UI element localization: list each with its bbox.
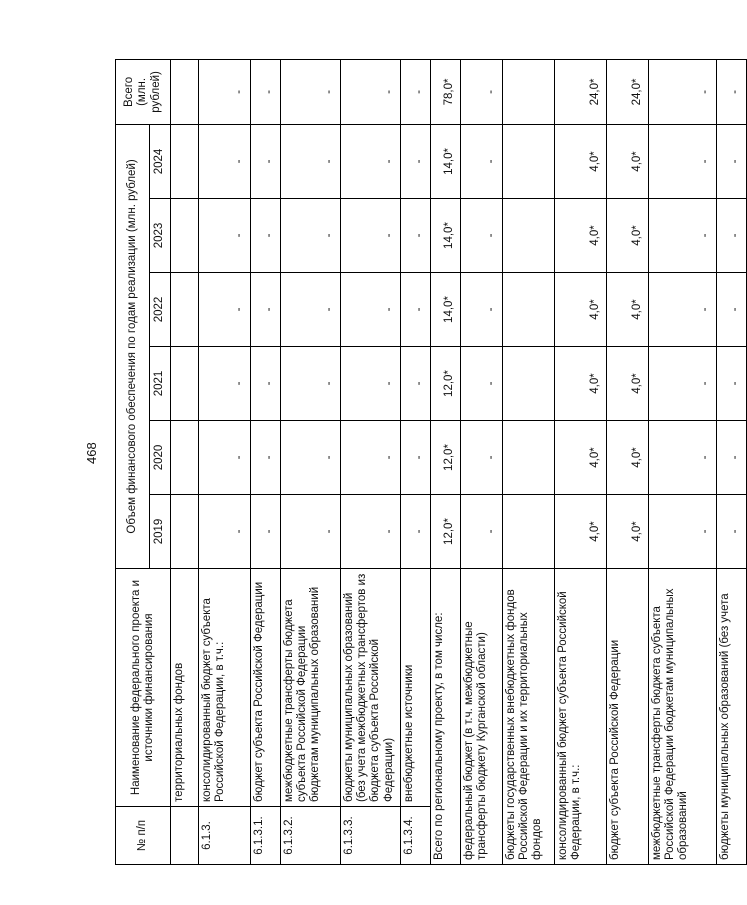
value-cell: -	[401, 495, 431, 569]
value-cell: -	[251, 124, 281, 198]
rotated-table	[115, 60, 741, 865]
value-cell: -	[281, 124, 341, 198]
total-cell: 24,0*	[607, 59, 649, 124]
value-cell: -	[649, 495, 717, 569]
value-cell: -	[461, 124, 503, 198]
row-number	[171, 807, 199, 865]
total-cell	[171, 59, 199, 124]
table-row	[503, 59, 555, 864]
header-volume: Объем финансового обеспечения по годам реализации (млн. рублей)	[116, 124, 150, 568]
table-row	[431, 59, 461, 864]
table-row	[401, 59, 431, 864]
header-year: 2022	[150, 273, 171, 347]
value-cell: -	[199, 495, 251, 569]
value-cell: -	[717, 124, 747, 198]
value-cell: -	[461, 273, 503, 347]
value-cell: -	[341, 199, 401, 273]
value-cell: -	[199, 421, 251, 495]
row-name: консолидированный бюджет субъекта Российской Федерации, в т.ч.:	[199, 569, 251, 807]
value-cell	[171, 124, 199, 198]
value-cell: -	[649, 273, 717, 347]
value-cell	[503, 199, 555, 273]
value-cell	[503, 124, 555, 198]
value-cell: -	[199, 273, 251, 347]
table-row	[461, 59, 503, 864]
value-cell: -	[649, 124, 717, 198]
row-name: территориальных фондов	[171, 569, 199, 807]
value-cell: -	[401, 124, 431, 198]
value-cell: 4,0*	[607, 421, 649, 495]
value-cell: -	[281, 421, 341, 495]
total-cell	[503, 59, 555, 124]
row-name: консолидированный бюджет субъекта Российской Федерации, в т.ч.:	[555, 569, 607, 865]
value-cell: 4,0*	[607, 199, 649, 273]
value-cell: -	[199, 199, 251, 273]
value-cell: 14,0*	[431, 199, 461, 273]
row-name: межбюджетные трансферты бюджета субъекта Российской Федерации бюджетам муниципальных образований	[281, 569, 341, 807]
table-row	[171, 59, 199, 864]
value-cell	[503, 347, 555, 421]
row-name: бюджеты муниципальных образований (без учета межбюджетных трансфертов из бюджета субъекта Российской Федерации)	[341, 569, 401, 807]
value-cell: 4,0*	[607, 347, 649, 421]
header-number: № п/п	[116, 807, 171, 865]
header-year: 2020	[150, 421, 171, 495]
row-name: федеральный бюджет (в т.ч. межбюджетные трансферты бюджету Курганской области)	[461, 569, 503, 865]
value-cell: 4,0*	[555, 199, 607, 273]
row-name: внебюджетные источники	[401, 569, 431, 807]
rotated-table-container	[115, 60, 741, 865]
value-cell: 12,0*	[431, 495, 461, 569]
value-cell: -	[401, 199, 431, 273]
value-cell: 4,0*	[607, 124, 649, 198]
value-cell: 4,0*	[607, 273, 649, 347]
value-cell: 4,0*	[555, 273, 607, 347]
value-cell: -	[461, 495, 503, 569]
value-cell: 4,0*	[555, 347, 607, 421]
total-cell: -	[199, 59, 251, 124]
value-cell: 12,0*	[431, 347, 461, 421]
value-cell: -	[401, 347, 431, 421]
value-cell	[503, 421, 555, 495]
table-row	[717, 59, 747, 864]
header-year: 2021	[150, 347, 171, 421]
value-cell: -	[649, 347, 717, 421]
value-cell: -	[341, 124, 401, 198]
row-name: бюджеты государственных внебюджетных фондов Российской Федерации и их территориальных фондов	[503, 569, 555, 865]
table-row	[341, 59, 401, 864]
value-cell: -	[341, 273, 401, 347]
row-number: 6.1.3.4.	[401, 807, 431, 865]
value-cell: -	[251, 199, 281, 273]
value-cell: -	[251, 347, 281, 421]
value-cell: -	[281, 347, 341, 421]
value-cell: -	[717, 199, 747, 273]
value-cell: -	[461, 421, 503, 495]
table-row	[251, 59, 281, 864]
row-number: 6.1.3.	[199, 807, 251, 865]
header-year: 2023	[150, 199, 171, 273]
total-cell: -	[281, 59, 341, 124]
header-total: Всего (млн. рублей)	[116, 59, 171, 124]
value-cell: -	[281, 495, 341, 569]
value-cell	[503, 273, 555, 347]
table-row	[607, 59, 649, 864]
value-cell: 4,0*	[555, 495, 607, 569]
value-cell: -	[649, 199, 717, 273]
total-cell: -	[649, 59, 717, 124]
value-cell	[171, 273, 199, 347]
value-cell: 14,0*	[431, 273, 461, 347]
value-cell: -	[401, 421, 431, 495]
total-cell: -	[461, 59, 503, 124]
value-cell: -	[199, 347, 251, 421]
value-cell	[171, 421, 199, 495]
financing-table	[115, 59, 747, 865]
row-number: 6.1.3.3.	[341, 807, 401, 865]
total-cell: -	[717, 59, 747, 124]
table-row	[199, 59, 251, 864]
row-name: межбюджетные трансферты бюджета субъекта Российской Федерации бюджетам муниципальных образований	[649, 569, 717, 865]
value-cell: -	[401, 273, 431, 347]
value-cell: 4,0*	[607, 495, 649, 569]
value-cell: -	[461, 199, 503, 273]
value-cell: 14,0*	[431, 124, 461, 198]
header-name: Наименование федерального проекта и источники финансирования	[116, 569, 171, 807]
row-number: 6.1.3.1.	[251, 807, 281, 865]
page-number: 468	[84, 442, 99, 464]
value-cell	[171, 199, 199, 273]
total-cell: 78,0*	[431, 59, 461, 124]
row-number: 6.1.3.2.	[281, 807, 341, 865]
value-cell: -	[341, 421, 401, 495]
table-row	[649, 59, 717, 864]
value-cell	[171, 495, 199, 569]
total-cell: -	[401, 59, 431, 124]
value-cell: 12,0*	[431, 421, 461, 495]
value-cell	[171, 347, 199, 421]
value-cell: 4,0*	[555, 421, 607, 495]
value-cell: -	[649, 421, 717, 495]
row-name: бюджет субъекта Российской Федерации	[607, 569, 649, 865]
value-cell: -	[461, 347, 503, 421]
value-cell: -	[717, 421, 747, 495]
value-cell: -	[251, 421, 281, 495]
row-name: Всего по региональному проекту, в том числе:	[431, 569, 461, 865]
header-year: 2019	[150, 495, 171, 569]
value-cell: -	[281, 199, 341, 273]
table-row	[555, 59, 607, 864]
value-cell	[503, 495, 555, 569]
value-cell: -	[717, 273, 747, 347]
header-year: 2024	[150, 124, 171, 198]
value-cell: -	[281, 273, 341, 347]
value-cell: 4,0*	[555, 124, 607, 198]
value-cell: -	[341, 347, 401, 421]
value-cell: -	[341, 495, 401, 569]
row-name: бюджет субъекта Российской Федерации	[251, 569, 281, 807]
row-name: бюджеты муниципальных образований (без учета	[717, 569, 747, 865]
value-cell: -	[717, 347, 747, 421]
total-cell: 24,0*	[555, 59, 607, 124]
value-cell: -	[251, 273, 281, 347]
value-cell: -	[199, 124, 251, 198]
table-row	[281, 59, 341, 864]
total-cell: -	[341, 59, 401, 124]
value-cell: -	[251, 495, 281, 569]
value-cell: -	[717, 495, 747, 569]
total-cell: -	[251, 59, 281, 124]
